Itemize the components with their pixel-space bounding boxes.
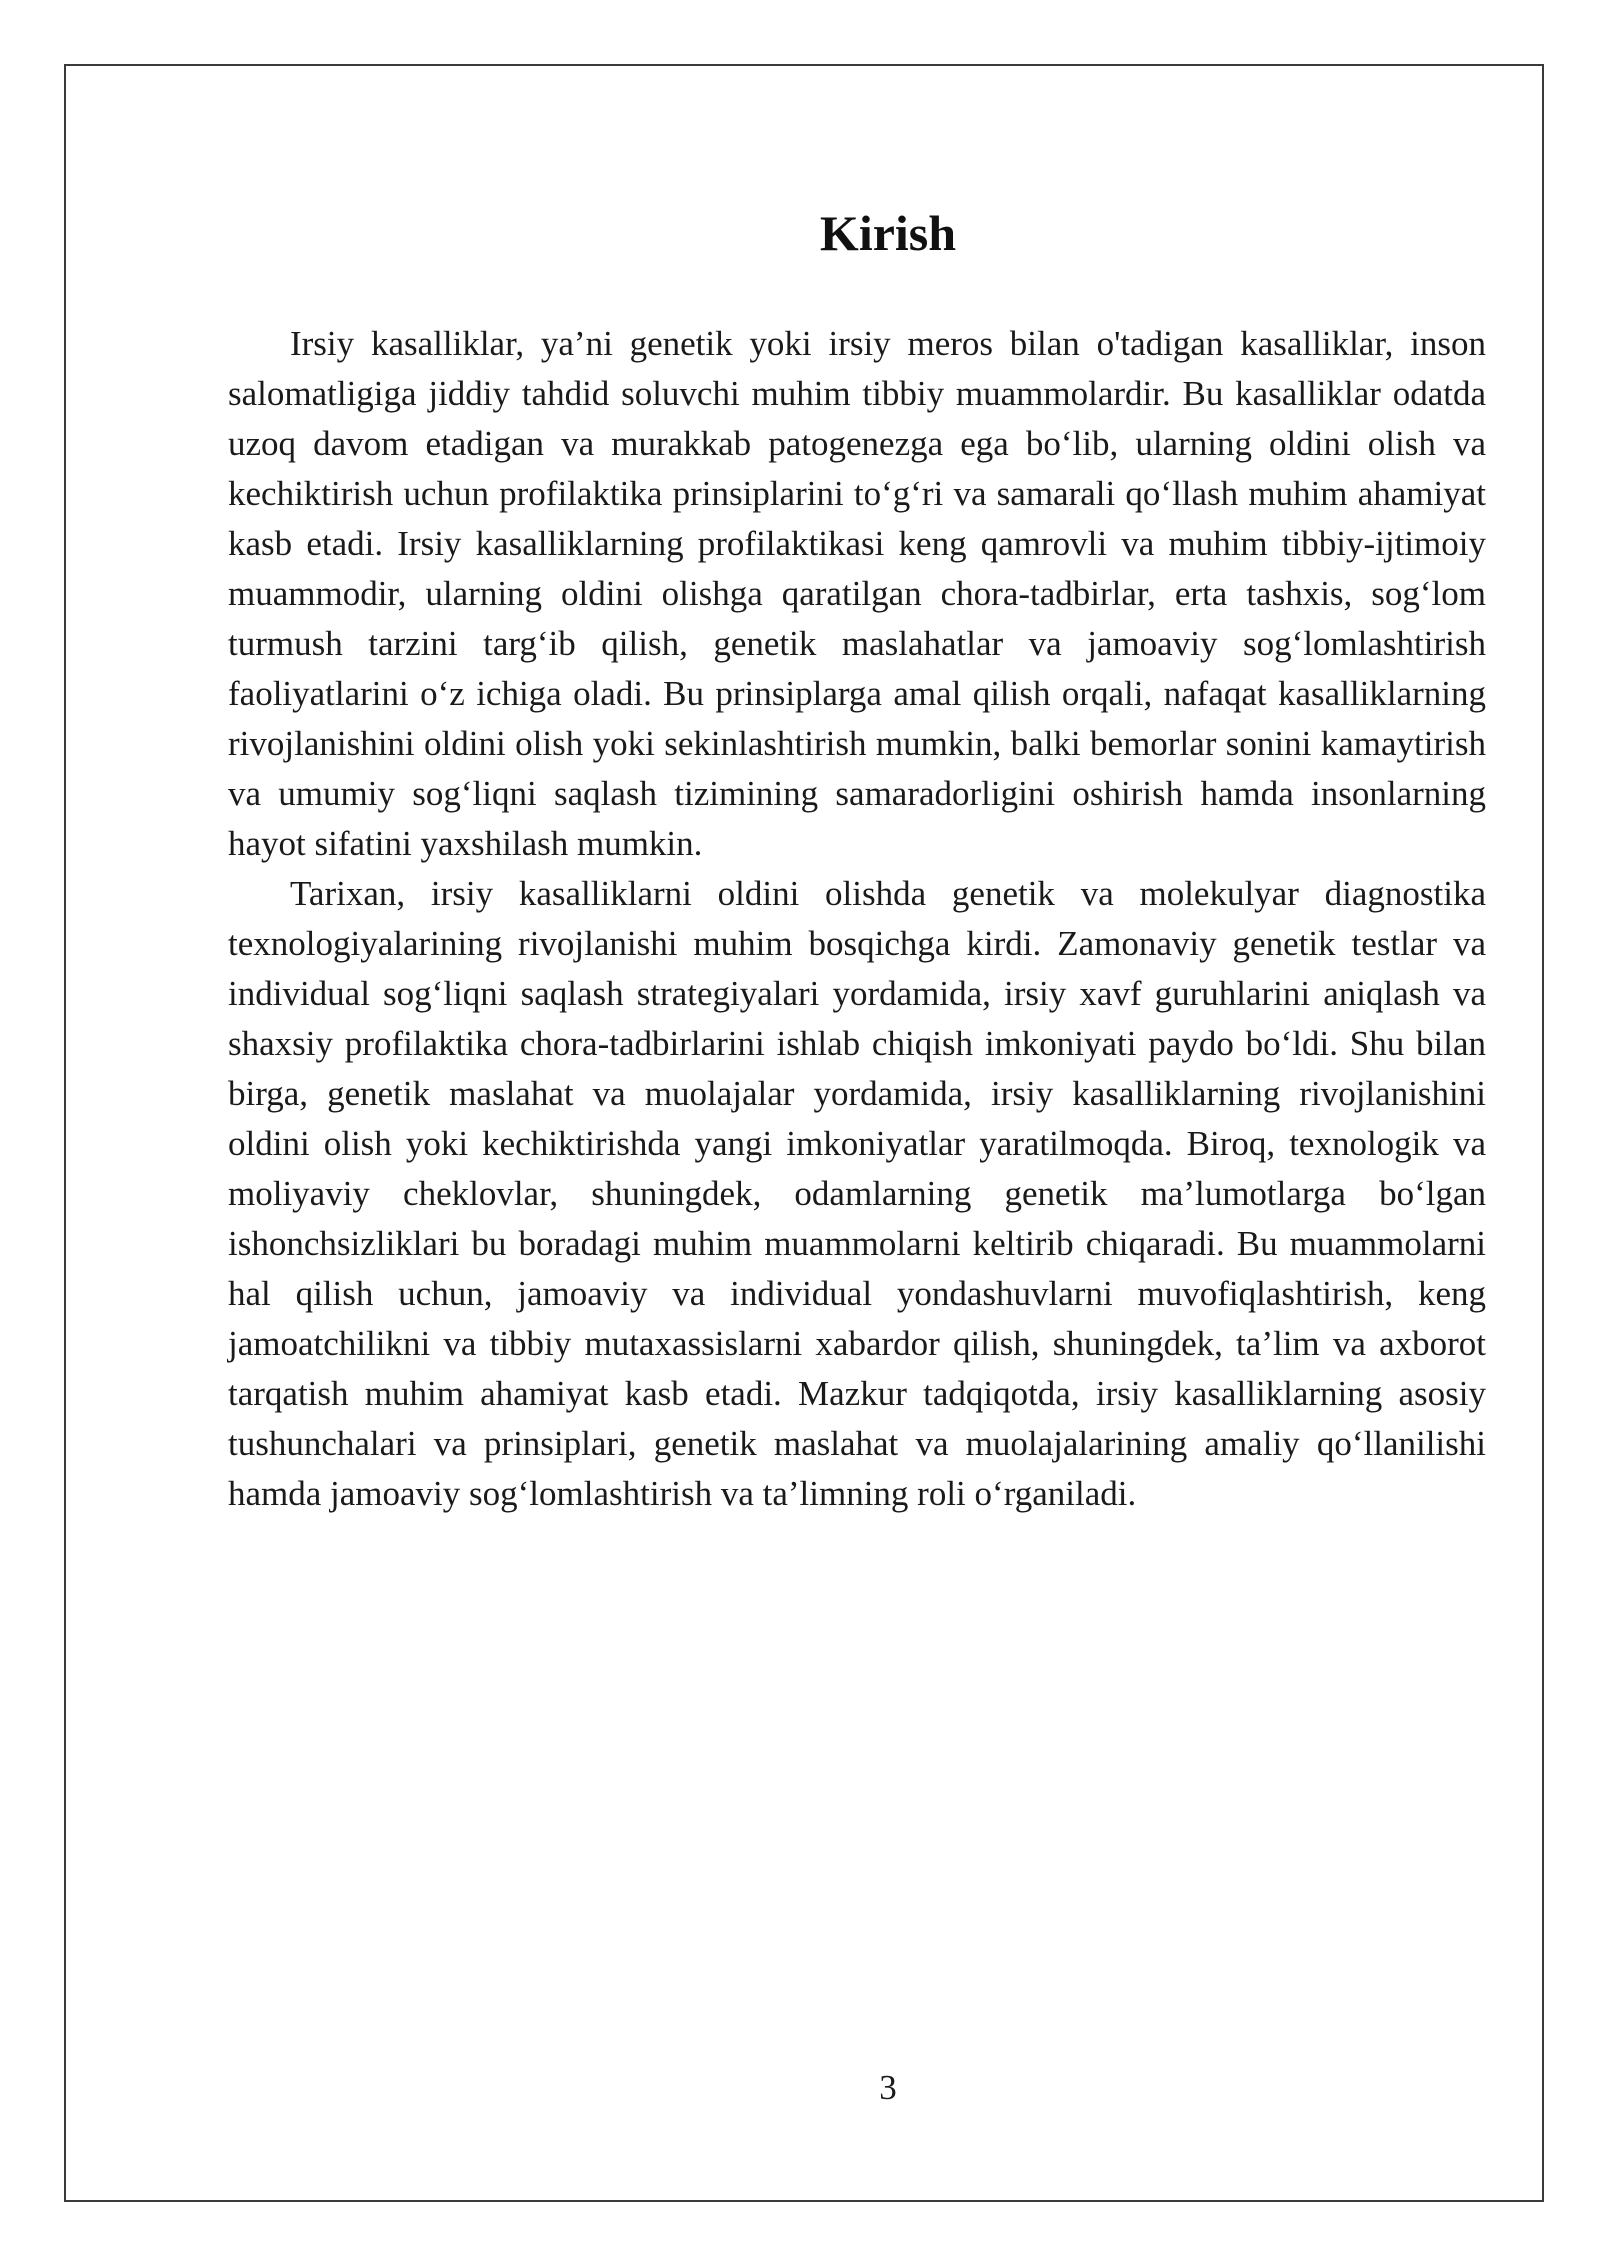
paragraph-2: Tarixan, irsiy kasalliklarni oldini olishda genetik va molekulyar diagnostika texnologiyalarining rivojlanishi muhim bosqichga kirdi. Zamonaviy genetik testlar va individual sog‘liqni saqlash strategiyalari yordamida, irsiy xavf guruhlarini aniqlash va shaxsiy profilaktika chora-tadbirlarini ishlab chiqish imkoniyati paydo bo‘ldi. Shu bilan birga, genetik maslahat va muolajalar yordamida, irsiy kasalliklarning rivojlanishini oldini olish yoki kechiktirishda yangi imkoniyatlar yaratilmoqda. Biroq, texnologik va moliyaviy cheklovlar, shuningdek, odamlarning genetik ma’lumotlarga bo‘lgan ishonchsizliklari bu boradagi muhim muammolarni keltirib chiqaradi. Bu muammolarni hal qilish uchun, jamoaviy va individual yondashuvlarni muvofiqlashtirish, keng jamoatchilikni va tibbiy mutaxassislarni xabardor qilish, shuningdek, ta’lim va axborot tarqatish muhim ahamiyat kasb etadi. Mazkur tadqiqotda, irsiy kasalliklarning asosiy tushunchalari va prinsiplari, genetik maslahat va muolajalarining amaliy qo‘llanilishi hamda jamoaviy sog‘lomlashtirish va ta’limning roli o‘rganiladi. (228, 874, 1486, 1513)
paragraph-1: Irsiy kasalliklar, ya’ni genetik yoki irsiy meros bilan o'tadigan kasalliklar, inson salomatligiga jiddiy tahdid soluvchi muhim tibbiy muammolardir. Bu kasalliklar odatda uzoq davom etadigan va murakkab patogenezga ega bo‘lib, ularning oldini olish va kechiktirish uchun profilaktika prinsiplarini to‘g‘ri va samarali qo‘llash muhim ahamiyat kasb etadi. Irsiy kasalliklarning profilaktikasi keng qamrovli va muhim tibbiy-ijtimoiy muammodir, ularning oldini olishga qaratilgan chora-tadbirlar, erta tashxis, sog‘lom turmush tarzini targ‘ib qilish, genetik maslahatlar va jamoaviy sog‘lomlashtirish faoliyatlarini o‘z ichiga oladi. Bu prinsiplarga amal qilish orqali, nafaqat kasalliklarning rivojlanishini oldini olish yoki sekinlashtirish mumkin, balki bemorlar sonini kamaytirish va umumiy sog‘liqni saqlash tizimining samaradorligini oshirish hamda insonlarning hayot sifatini yaxshilash mumkin. (228, 324, 1486, 863)
body-text (228, 319, 1486, 1519)
page-number: 3 (879, 2068, 897, 2107)
page-title: Kirish (819, 205, 957, 261)
